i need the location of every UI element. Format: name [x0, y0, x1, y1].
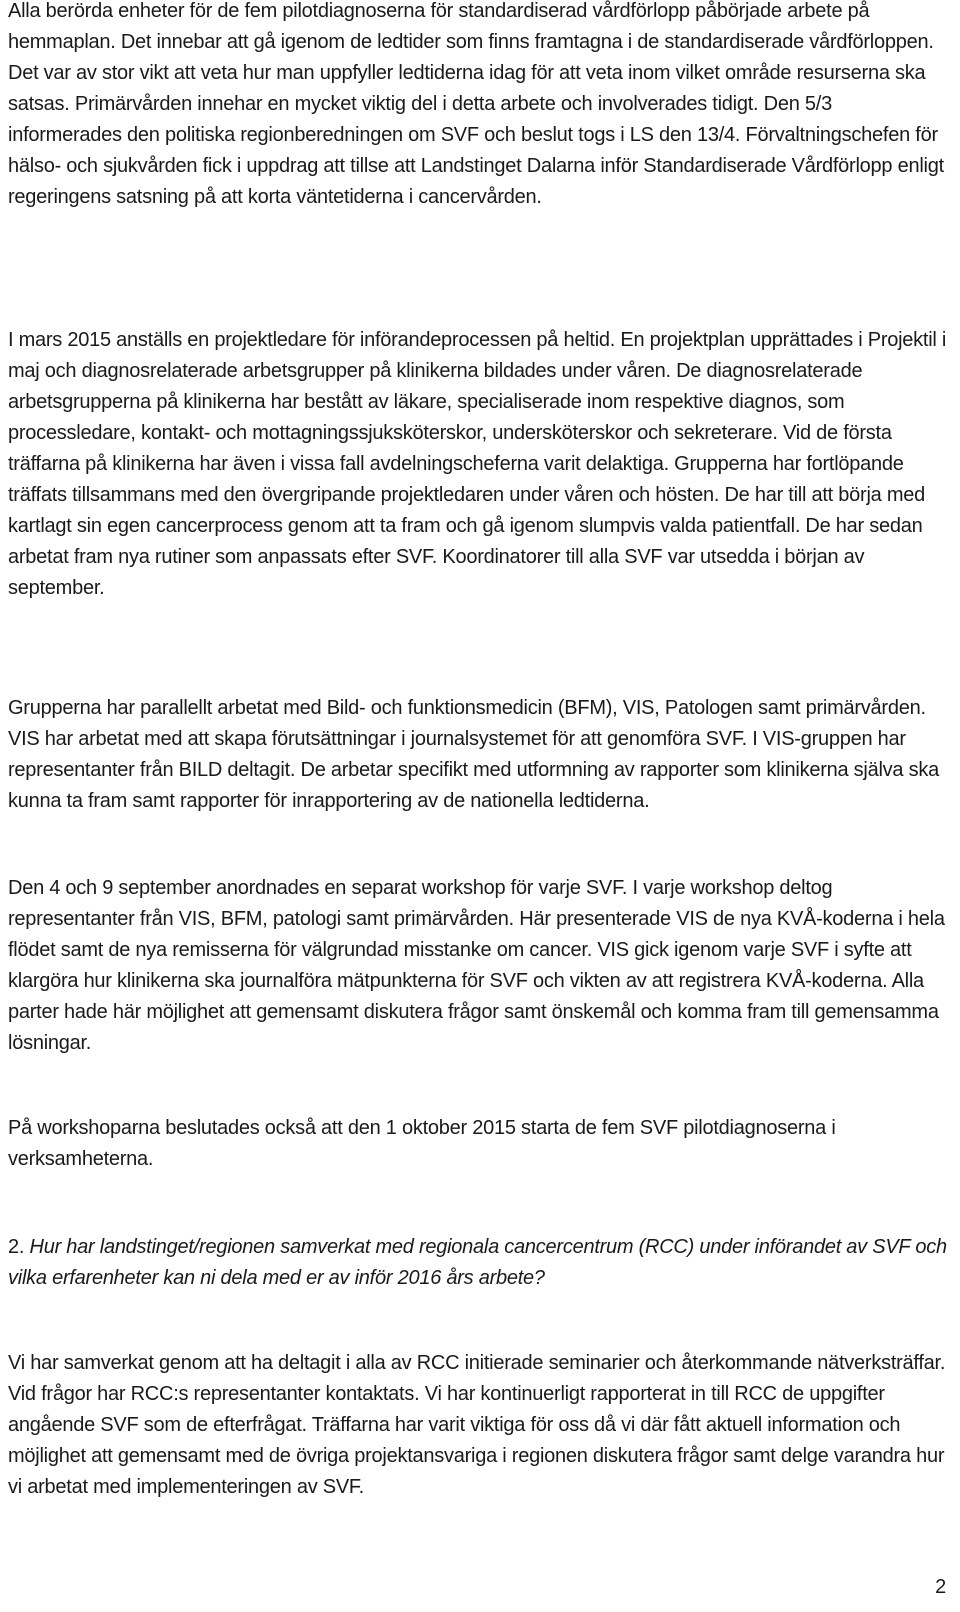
- body-paragraph: I mars 2015 anställs en projektledare för införandeprocessen på heltid. En projektplan upprättades i Projektil i maj och diagnosrelaterade arbetsgrupper på klinikerna bildades under våren. De diagnosrelaterade arbetsgrupperna på klinikerna har bestått av läkare, specialiserade inom respektive diagnos, som processledare, kontakt- och mottagningssjuksköterskor, undersköterskor och sekreterare. Vid de första träffarna på klinikerna har även i vissa fall avdelningscheferna varit delaktiga. Grupperna har fortlöpande träffats tillsammans med den övergripande projektledaren under våren och hösten. De har till att börja med kartlagt sin egen cancerprocess genom att ta fram och gå igenom slumpvis valda patientfall. De har sedan arbetat fram nya rutiner som anpassats efter SVF. Koordinatorer till alla SVF var utsedda i början av september.: [8, 329, 947, 599]
- body-paragraph: På workshoparna beslutades också att den 1 oktober 2015 starta de fem SVF pilotdiagnoserna i verksamheterna.: [8, 1117, 836, 1170]
- body-paragraph: Den 4 och 9 september anordnades en separat workshop för varje SVF. I varje workshop deltog representanter från VIS, BFM, patologi samt primärvården. Här presenterade VIS de nya KVÅ-koderna i hela flödet samt de nya remisserna för välgrundad misstanke om cancer. VIS gick igenom varje SVF i syfte att klargöra hur klinikerna ska journalföra mätpunkterna för SVF och vikten av att registrera KVÅ-koderna. Alla parter hade här möjlighet att gemensamt diskutera frågor samt önskemål och komma fram till gemensamma lösningar.: [8, 877, 945, 1054]
- answer-paragraph: Vi har samverkat genom att ha deltagit i alla av RCC initierade seminarier och återkommande nätverksträffar. Vid frågor har RCC:s representanter kontaktats. Vi har kontinuerligt rapporterat in till RCC de uppgifter angående SVF som de efterfrågat. Träffarna har varit viktiga för oss då vi där fått aktuell information och möjlighet att gemensamt med de övriga projektansvariga i regionen diskutera frågor samt delge varandra hur vi arbetat med implementeringen av SVF.: [8, 1352, 946, 1498]
- question-text: Hur har landstinget/regionen samverkat med regionala cancercentrum (RCC) under införandet av SVF och vilka erfarenheter kan ni dela med er av inför 2016 års arbete?: [8, 1236, 947, 1289]
- question-heading: [8, 1232, 948, 1294]
- body-paragraph: Alla berörda enheter för de fem pilotdiagnoserna för standardiserad vårdförlopp påbörjade arbete på hemmaplan. Det innebar att gå igenom de ledtider som finns framtagna i de standardiserade vårdförloppen. Det var av stor vikt att veta hur man uppfyller ledtiderna idag för att veta inom vilket område resurserna ska satsas. Primärvården innehar en mycket viktig del i detta arbete och involverades tidigt. Den 5/3 informerades den politiska regionberedningen om SVF och beslut togs i LS den 13/4. Förvaltningschefen för hälso- och sjukvården fick i uppdrag att tillse att Landstinget Dalarna inför Standardiserade Vårdförlopp enligt regeringens satsning på att korta väntetiderna i cancervården.: [8, 0, 944, 208]
- question-number: 2.: [8, 1236, 25, 1258]
- page-number: 2: [935, 1576, 946, 1598]
- body-paragraph: Grupperna har parallellt arbetat med Bild- och funktionsmedicin (BFM), VIS, Patologen samt primärvården. VIS har arbetat med att skapa förutsättningar i journalsystemet för att genomföra SVF. I VIS-gruppen har representanter från BILD deltagit. De arbetar specifikt med utformning av rapporter som klinikerna själva ska kunna ta fram samt rapporter för inrapportering av de nationella ledtiderna.: [8, 697, 939, 812]
